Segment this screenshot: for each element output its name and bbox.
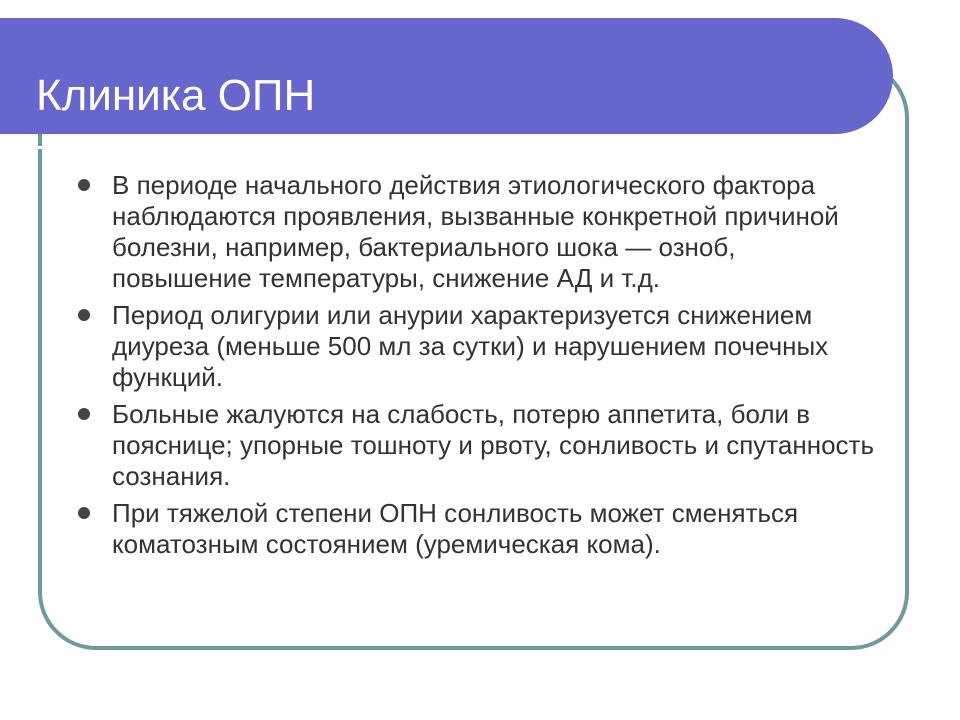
bullet-icon	[78, 179, 90, 191]
bullet-text: При тяжелой степени ОПН сонливость может сменяться коматозным состоянием (уремическая кома).	[112, 498, 799, 559]
bullet-item	[76, 498, 876, 560]
bullet-icon	[78, 507, 90, 519]
bullet-item	[76, 170, 876, 294]
bullet-list	[76, 170, 876, 566]
bullet-text: Больные жалуются на слабость, потерю аппетита, боли в пояснице; упорные тошноту и рвоту, сонливость и спутанность сознания.	[112, 399, 874, 491]
bullet-text: В периоде начального действия этиологического фактора наблюдаются проявления, вызванные конкретной причиной болезни, например, бактериального шока — озноб, повышение температуры, снижение АД и т.д.	[112, 170, 839, 293]
bullet-item	[76, 300, 876, 393]
bullet-item	[76, 399, 876, 492]
bullet-text: Период олигурии или анурии характеризуется снижением диуреза (меньше 500 мл за сутки) и нарушением почечных функций.	[112, 300, 829, 392]
bullet-icon	[78, 309, 90, 321]
bullet-icon	[78, 408, 90, 420]
title-underline	[0, 146, 849, 149]
title-bar	[0, 18, 893, 134]
slide-title: Клиника ОПН	[36, 71, 316, 120]
